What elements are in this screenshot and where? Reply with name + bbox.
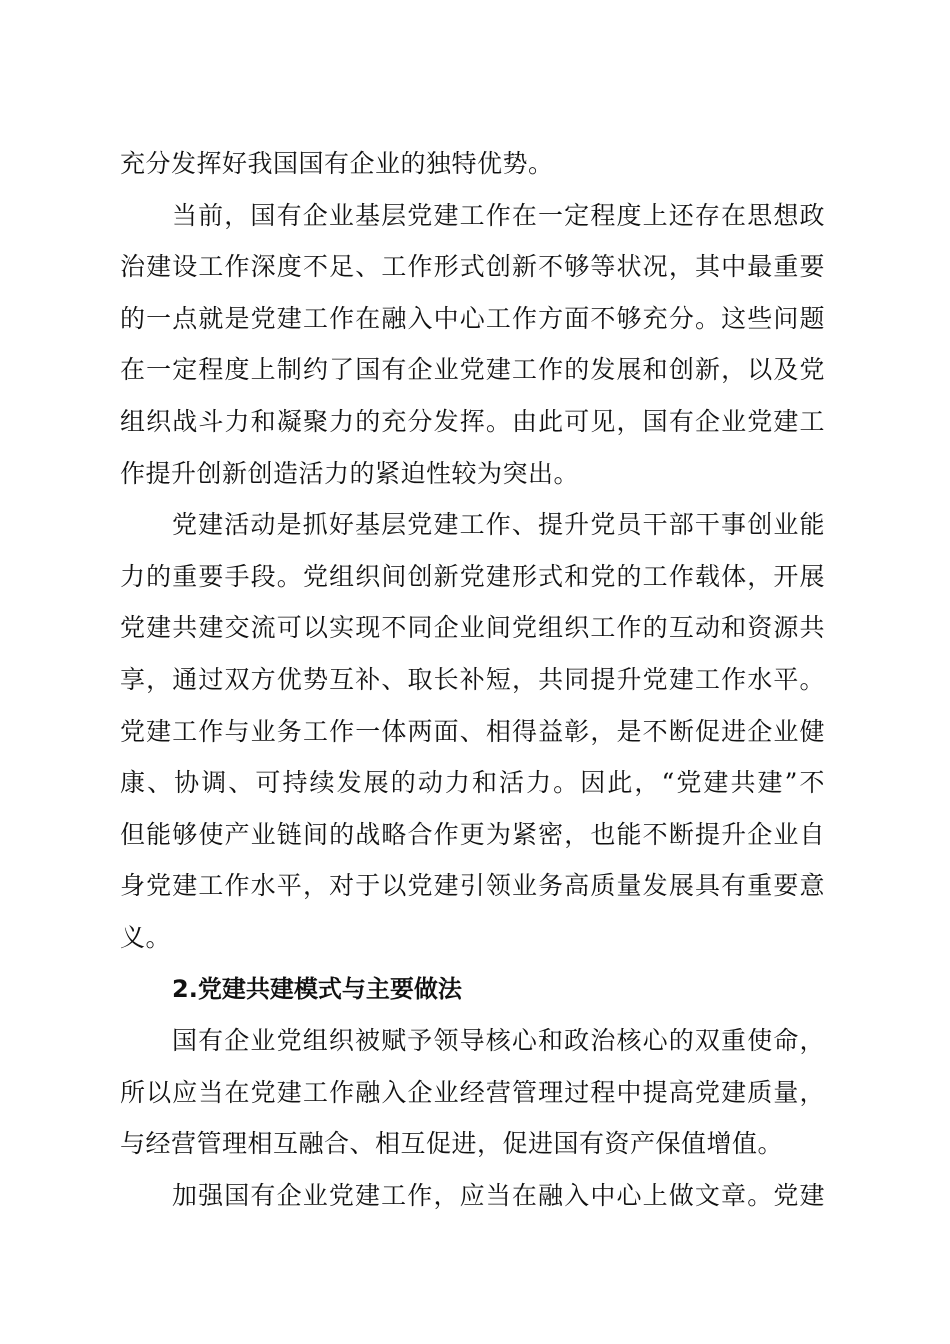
paragraph-first-line: 加强国有企业党建工作，应当在融入中心上做文章。党建 bbox=[172, 1180, 825, 1210]
text-line: 组织战斗力和凝聚力的充分发挥。由此可见，国有企业党建工 bbox=[120, 406, 825, 436]
text-line: 与经营管理相互融合、相互促进，促进国有资产保值增值。 bbox=[120, 1129, 784, 1159]
text-line: 党建共建交流可以实现不同企业间党组织工作的互动和资源共 bbox=[120, 613, 825, 643]
text-line: 充分发挥好我国国有企业的独特优势。 bbox=[120, 149, 554, 178]
text-line: 享，通过双方优势互补、取长补短，共同提升党建工作水平。 bbox=[120, 664, 825, 694]
text-line: 但能够使产业链间的战略合作更为紧密，也能不断提升企业自 bbox=[120, 819, 825, 849]
text-line: 治建设工作深度不足、工作形式创新不够等状况，其中最重要 bbox=[120, 252, 825, 282]
paragraph-first-line: 党建活动是抓好基层党建工作、提升党员干部干事创业能 bbox=[172, 510, 825, 540]
body-text bbox=[120, 138, 825, 1221]
text-line: 在一定程度上制约了国有企业党建工作的发展和创新，以及党 bbox=[120, 355, 825, 385]
text-line: 的一点就是党建工作在融入中心工作方面不够充分。这些问题 bbox=[120, 303, 825, 333]
text-line: 力的重要手段。党组织间创新党建形式和党的工作载体，开展 bbox=[120, 561, 825, 591]
text-line: 作提升创新创造活力的紧迫性较为突出。 bbox=[120, 458, 580, 488]
text-line: 康、协调、可持续发展的动力和活力。因此，“党建共建”不 bbox=[120, 768, 825, 798]
paragraph-first-line: 国有企业党组织被赋予领导核心和政治核心的双重使命， bbox=[172, 1026, 825, 1056]
text-line: 身党建工作水平，对于以党建引领业务高质量发展具有重要意 bbox=[120, 871, 825, 901]
text-line: 所以应当在党建工作融入企业经营管理过程中提高党建质量， bbox=[120, 1077, 825, 1107]
section-heading: 2.党建共建模式与主要做法 bbox=[172, 974, 462, 1003]
text-line: 义。 bbox=[120, 922, 172, 952]
paragraph-first-line: 当前，国有企业基层党建工作在一定程度上还存在思想政 bbox=[172, 200, 825, 230]
text-line: 党建工作与业务工作一体两面、相得益彰，是不断促进企业健 bbox=[120, 716, 825, 746]
